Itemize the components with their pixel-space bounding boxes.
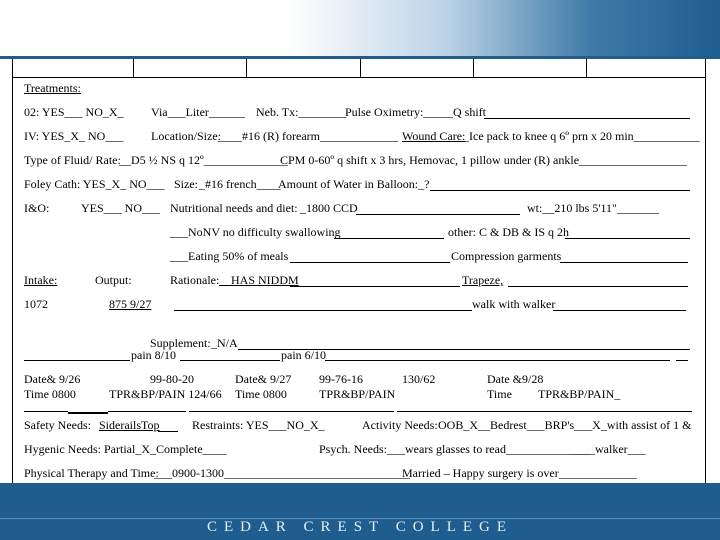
blank-line: [290, 286, 460, 287]
blank-line: [334, 238, 444, 239]
blank-line: [565, 238, 690, 239]
intake-label: Intake:: [24, 273, 58, 287]
iv-label: IV: YES_X_ NO___: [24, 129, 124, 143]
supplement-label: Supplement:: [150, 336, 211, 350]
activity-value: OOB_X__Bedrest___BRP's___X_with assist of 1 &: [438, 418, 692, 432]
o2-label: 02: YES___ NO_X_: [24, 105, 124, 119]
pt-value: ___0900-1300_______________________________: [154, 466, 410, 480]
college-name: CEDAR CREST COLLEGE: [206, 519, 514, 535]
io-label: I&O:: [24, 201, 50, 215]
diet-swallowing: ___NoNV no difficulty swallowing: [170, 225, 341, 239]
grid-cell-divider: [360, 59, 361, 77]
foley-label: Foley Cath: YES_X_ NO___: [24, 177, 165, 191]
wound-care-value: _Ice pack to knee q 6º prn x 20 min___________: [463, 129, 700, 143]
vitals-bp-2: 130/62: [402, 372, 436, 386]
foley-size-label: Size:: [174, 177, 198, 191]
hygiene-label: Hygenic Needs:: [24, 442, 101, 456]
vitals-date-2: Date& 9/27: [235, 372, 292, 386]
compression-garments: Compression garments: [451, 249, 562, 263]
pain-first: pain 8/10: [131, 348, 176, 362]
vitals-time-2: Time 0800: [235, 387, 287, 401]
blank-line: [24, 360, 130, 361]
blank-line: [430, 190, 690, 191]
wound-care-label: Wound Care:: [402, 129, 466, 143]
vitals-time-3: Time: [487, 387, 512, 401]
vitals-tpr-3: TPR&BP/PAIN_: [538, 387, 621, 401]
vitals-time-1: Time 0800: [24, 387, 76, 401]
vitals-tpr-1: TPR&BP/PAIN 124/66: [109, 387, 222, 401]
grid-cell-divider: [133, 59, 134, 77]
blank-line: [158, 431, 178, 432]
safety-value: SiderailsTop: [99, 418, 160, 432]
psych-value: ___wears glasses to read______________: [387, 442, 590, 456]
blank-line: [290, 262, 450, 263]
blank-line: [24, 411, 68, 412]
grid-cell-divider: [473, 59, 474, 77]
intake-value: 1072: [24, 297, 48, 311]
diet-eating: ___Eating 50% of meals: [170, 249, 289, 263]
weight: wt:__210 lbs 5'11"_______: [527, 201, 659, 215]
foley-size-value: _#16 french____: [199, 177, 281, 191]
married-note: Married – Happy surgery is over_____________: [402, 466, 637, 480]
output-value: 875 9/27: [109, 297, 152, 311]
psych-label: Psych. Needs:: [319, 442, 387, 456]
restraints: Restraints: YES___NO_X_: [192, 418, 325, 432]
o2-via: Via___Liter______: [151, 105, 245, 119]
vitals-date-1: Date& 9/26: [24, 372, 81, 386]
grid-cell-divider: [586, 59, 587, 77]
blank-line: [508, 286, 688, 287]
blank-line: [560, 262, 688, 263]
blank-line: [397, 411, 692, 412]
pain-second: pain 6/10: [281, 348, 326, 362]
walk-with-walker: walk with walker: [472, 297, 556, 311]
cpm-note: CPM 0-60º q shift x 3 hrs, Hemovac, 1 pillow under (R) ankle__________________: [280, 153, 688, 167]
fluid-label: Type of Fluid/ Rate:: [24, 153, 121, 167]
header-banner: [0, 0, 720, 58]
blank-line: [484, 118, 690, 119]
rationale-label: Rationale:: [170, 273, 220, 287]
pulse-ox-label: Pulse Oximetry:: [345, 105, 424, 119]
balloon-water: Amount of Water in Balloon:_?: [278, 177, 430, 191]
vitals-values-2: 99-76-16: [319, 372, 363, 386]
blank-line: [553, 310, 686, 311]
blank-line: [108, 411, 186, 412]
iv-location-label: Location/Size:: [151, 129, 221, 143]
grid-cell-divider: [246, 59, 247, 77]
diet-other: other: C & DB & IS q 2h: [448, 225, 570, 239]
nutrition-value: _1800 CCD: [300, 201, 358, 215]
activity-label: Activity Needs:: [362, 418, 438, 432]
iv-location-value: ____#16 (R) forearm_____________: [218, 129, 398, 143]
safety-label: Safety Needs:: [24, 418, 91, 432]
top-grid-row: [13, 59, 705, 78]
rationale-value: __HAS NIDDM: [219, 273, 299, 287]
io-yes-no: YES___ NO___: [81, 201, 161, 215]
vitals-tpr-2: TPR&BP/PAIN: [319, 387, 396, 401]
blank-line: [325, 360, 670, 361]
blank-line: [174, 310, 472, 311]
supplement-value: _N/A: [211, 336, 238, 350]
vitals-values-1: 99-80-20: [150, 372, 194, 386]
blank-line: [68, 412, 108, 414]
o2-neb: Neb. Tx:________: [256, 105, 347, 119]
output-label: Output:: [95, 273, 132, 287]
blank-line: [676, 360, 688, 361]
nutrition-label: Nutritional needs and diet:: [170, 201, 298, 215]
pt-label: Physical Therapy and Time:: [24, 466, 159, 480]
blank-line: [180, 360, 280, 361]
pulse-ox-value: _____Q shift: [423, 105, 486, 119]
trapeze: Trapeze,: [462, 273, 504, 287]
blank-line: [356, 214, 520, 215]
hygiene-value: Partial_X_Complete____: [104, 442, 227, 456]
blank-line: [189, 411, 394, 412]
hygiene-walker: ____walker___: [571, 442, 646, 456]
vitals-date-3: Date &9/28: [487, 372, 544, 386]
treatments-title: Treatments:: [24, 81, 81, 95]
fluid-value: __D5 ½ NS q 12º______________: [119, 153, 288, 167]
